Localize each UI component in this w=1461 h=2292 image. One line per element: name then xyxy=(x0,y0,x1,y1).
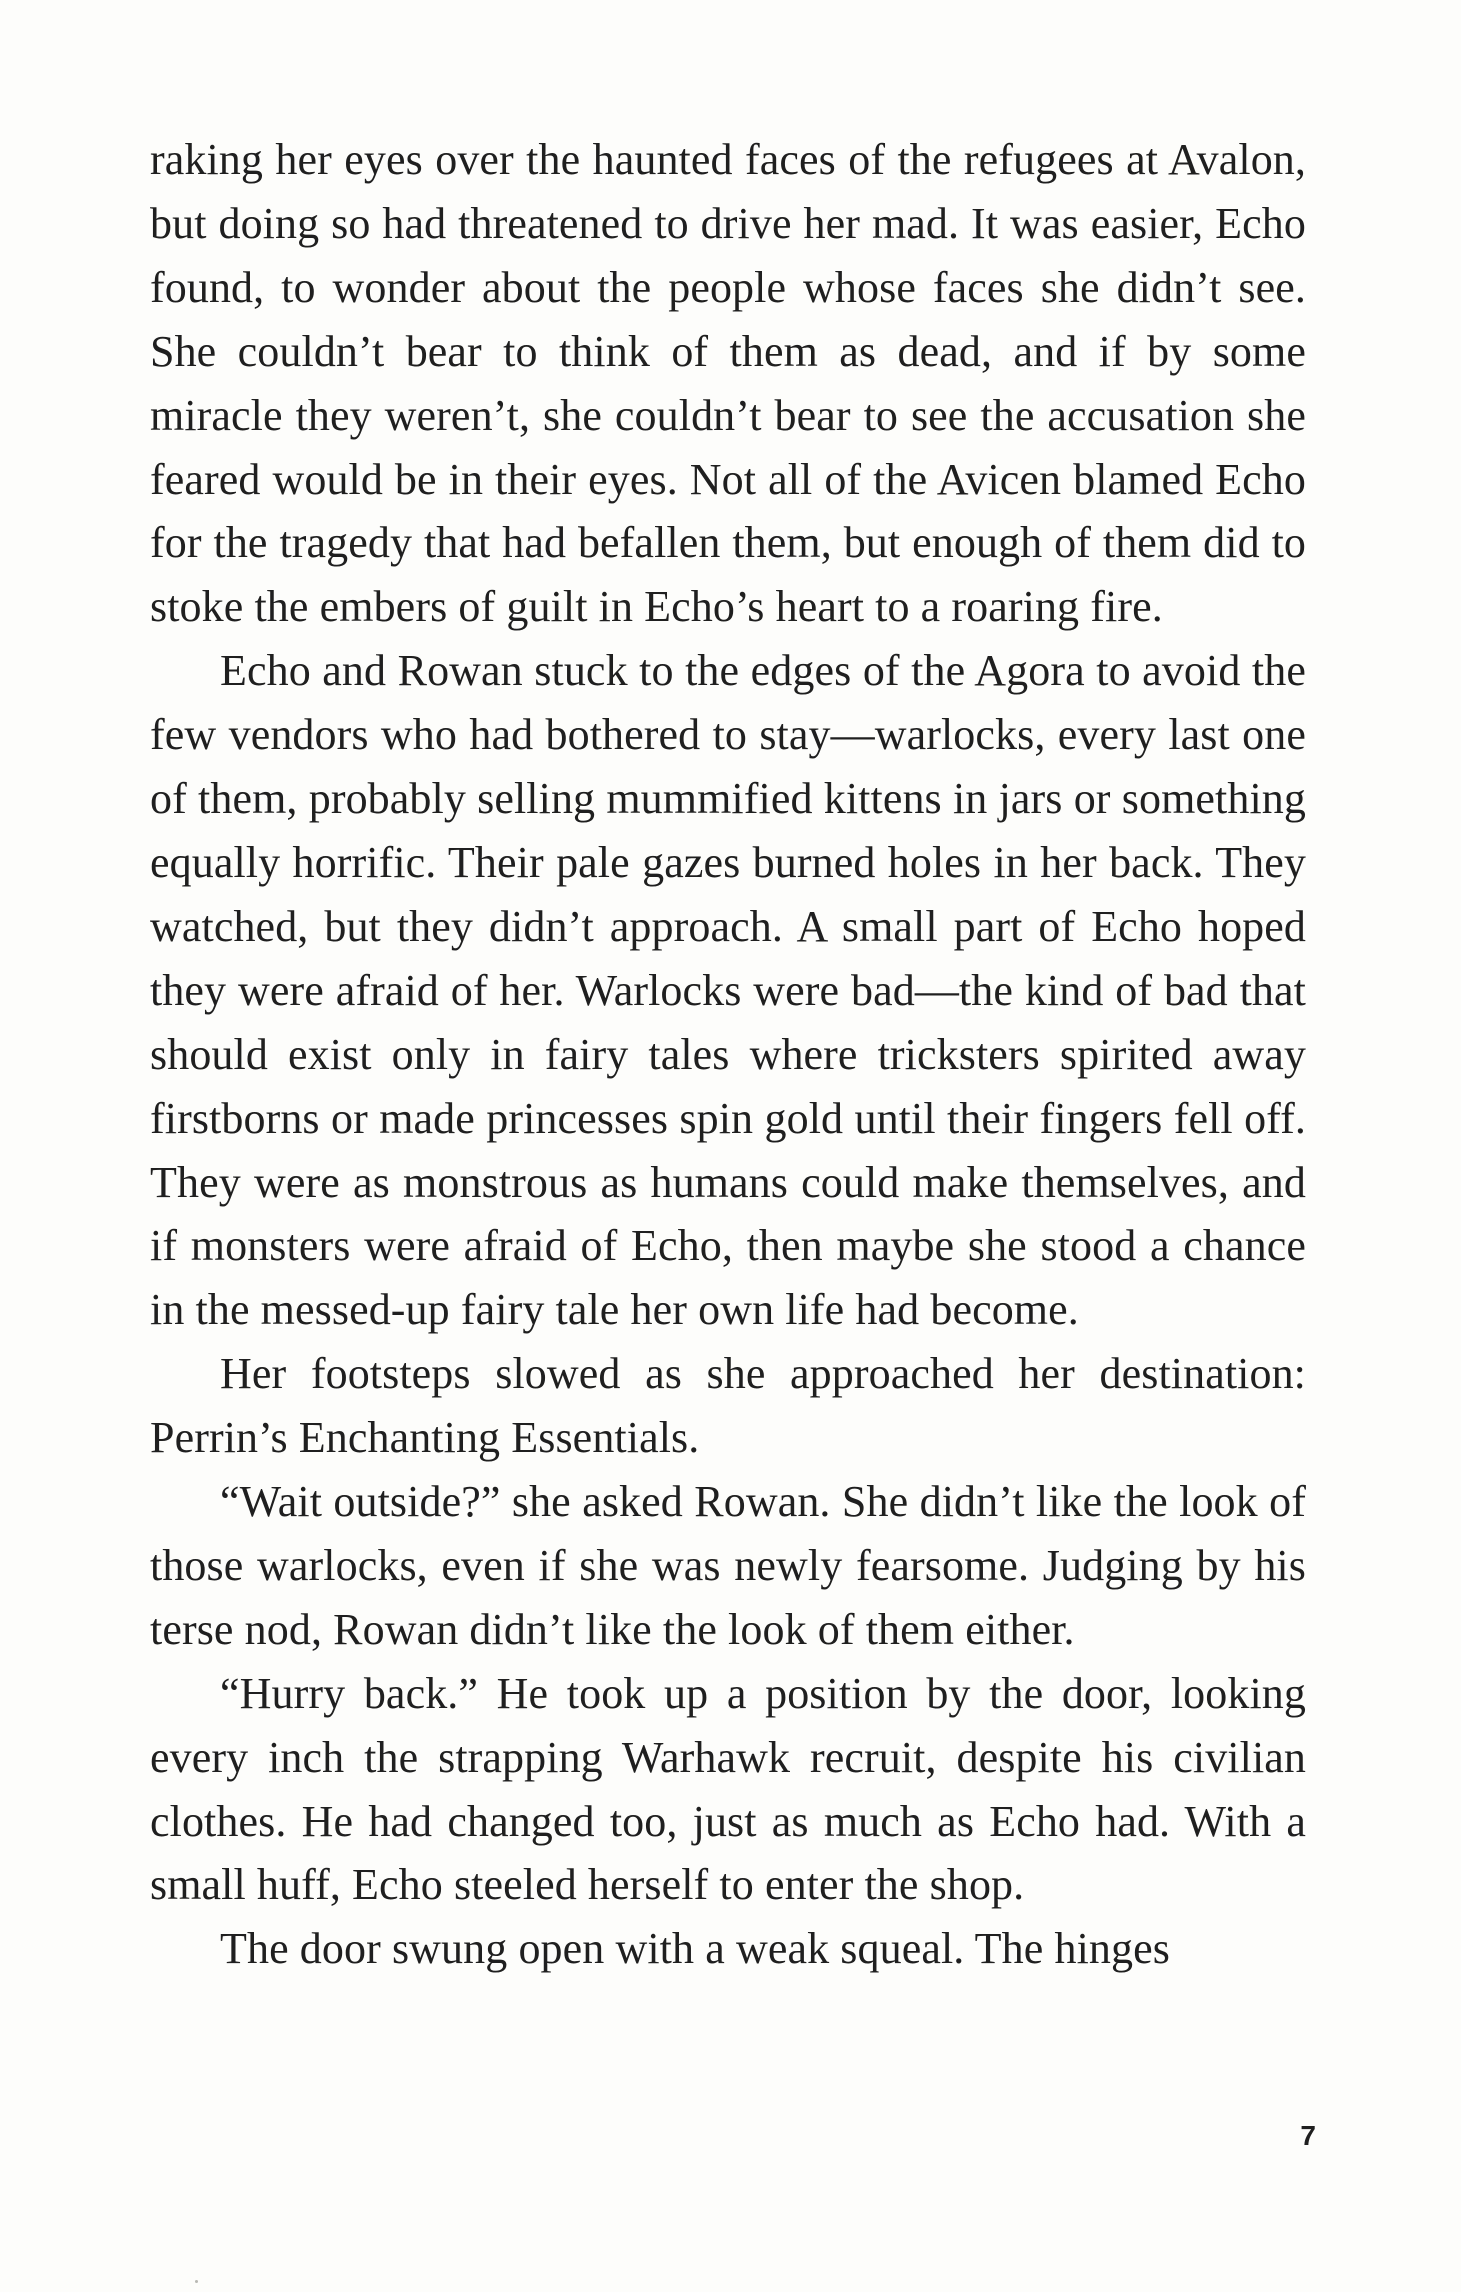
paragraph-wait-outside: “Wait outside?” she asked Rowan. She didn’t like the look of those warlocks, even if she was newly fearsome. Judging by his terse nod, Rowan didn’t like the look of them either. xyxy=(150,1477,1306,1654)
paragraph-agora-warlocks: Echo and Rowan stuck to the edges of the Agora to avoid the few vendors who had bothered to stay—warlocks, every last one of them, probably selling mummified kittens in jars or something equally horrific. Their pale gazes burned holes in her back. They watched, but they didn’t approach. A small part of Echo hoped they were afraid of her. Warlocks were bad—the kind of bad that should exist only in fairy tales where tricksters spirited away firstborns or made princesses spin gold until their fingers fell off. They were as monstrous as humans could make themselves, and if monsters were afraid of Echo, then maybe she stood a chance in the messed-up fairy tale her own life had become. xyxy=(150,646,1306,1335)
scan-speck xyxy=(195,2280,198,2283)
paragraph-destination: Her footsteps slowed as she approached her destination: Perrin’s Enchanting Essentials. xyxy=(150,1349,1306,1463)
body-text xyxy=(150,128,1306,1981)
paragraph-continued: raking her eyes over the haunted faces of the refugees at Avalon, but doing so had threatened to drive her mad. It was easier, Echo found, to wonder about the people whose faces she didn’t see. She couldn’t bear to think of them as dead, and if by some miracle they weren’t, she couldn’t bear to see the accusation she feared would be in their eyes. Not all of the Avicen blamed Echo for the tragedy that had befallen them, but enough of them did to stoke the embers of guilt in Echo’s heart to a roaring fire. xyxy=(150,135,1306,632)
paragraph-door-squeal: The door swung open with a weak squeal. The hinges xyxy=(220,1924,1170,1974)
page-number: 7 xyxy=(1300,2120,1316,2151)
paragraph-hurry-back: “Hurry back.” He took up a position by the door, looking every inch the strapping Warhawk recruit, despite his civilian clothes. He had changed too, just as much as Echo had. With a small huff, Echo steeled herself to enter the shop. xyxy=(150,1668,1306,1910)
